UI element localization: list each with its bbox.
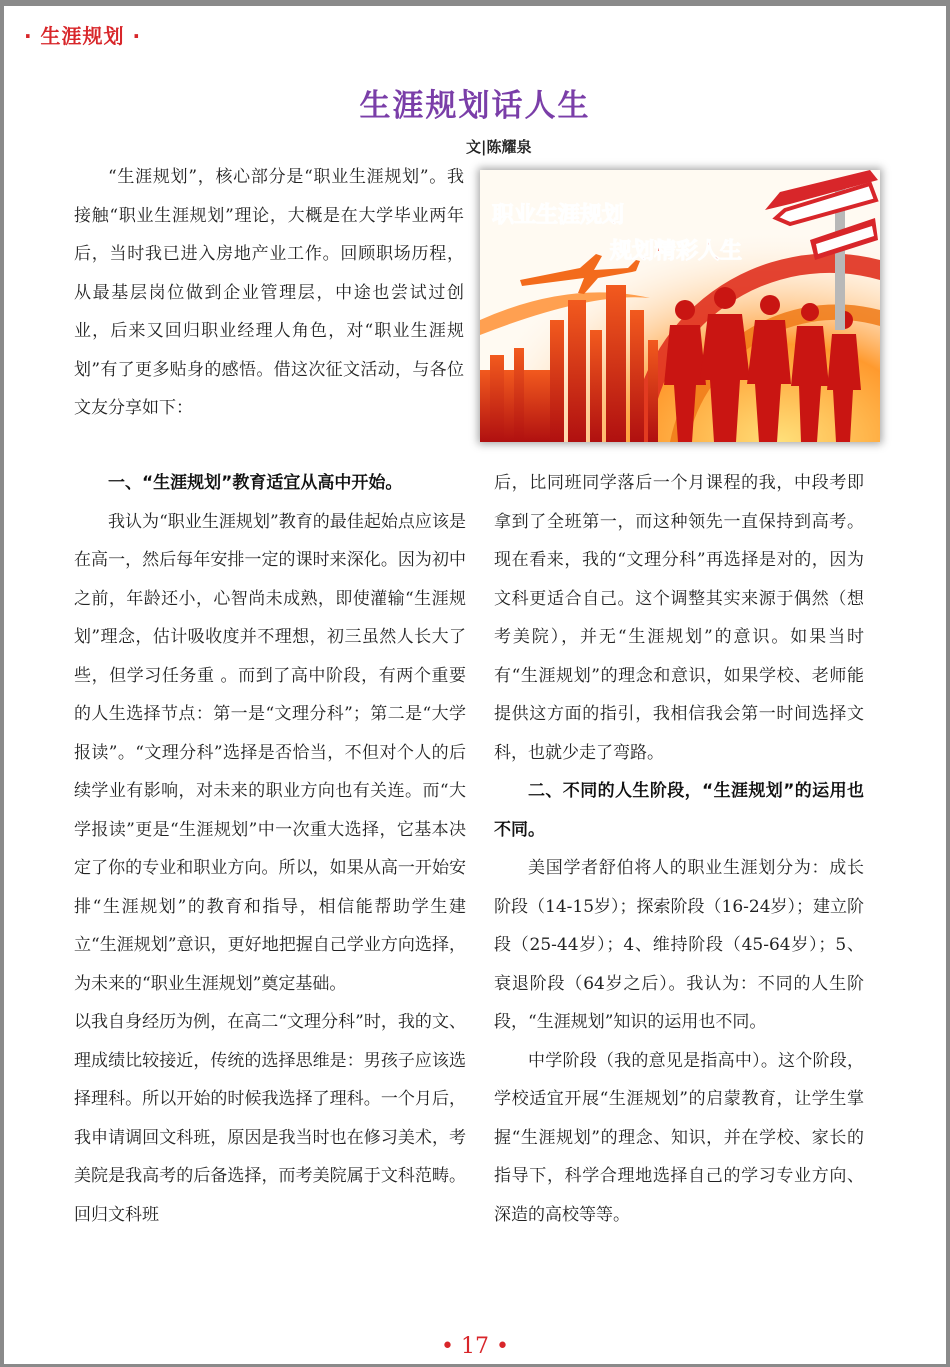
illustration-graphic — [480, 170, 880, 442]
page-number: • 17 • — [441, 1334, 509, 1359]
banner-line-2: 规划精彩人生 — [610, 239, 743, 264]
section-2-paragraph-1: 美国学者舒伯将人的职业生涯划分为：成长阶段（14-15岁）；探索阶段（16-24岁）；建立阶段（25-44岁）；4、维持阶段（45-64岁）；5、衰退阶段（64岁之后）。我认为：不同的人生阶段，“生涯规划”知识的运用也不同。 — [494, 858, 865, 1032]
magazine-page — [4, 6, 946, 1364]
section-2-heading: 二、不同的人生阶段，“生涯规划”的运用也不同。 — [494, 781, 864, 840]
intro-paragraph-block — [74, 158, 464, 428]
banner-line-1: 职业生涯规划 — [492, 203, 625, 228]
section-2-paragraph-2: 中学阶段（我的意见是指高中）。这个阶段，学校适宜开展“生涯规划”的启蒙教育，让学生掌握“生涯规划”的理念、知识，并在学校、家长的指导下，科学合理地选择自己的学习专业方向、深造的高校等等。 — [494, 1050, 864, 1225]
right-column — [494, 464, 864, 1234]
article-byline: 文|陈耀泉 — [466, 138, 532, 156]
intro-paragraph: “生涯规划”，核心部分是“职业生涯规划”。我接触“职业生涯规划”理论，大概是在大学毕业两年后，当时我已进入房地产业工作。回顾职场历程，从最基层岗位做到企业管理层，中途也尝试过创业，后来又回归职业经理人角色，对“职业生涯规划”有了更多贴身的感悟。借这次征文活动，与各位文友分享如下： — [74, 167, 464, 418]
career-planning-illustration — [480, 170, 880, 442]
section-1-paragraph-2: 以我自身经历为例，在高二“文理分科”时，我的文、理成绩比较接近，传统的选择思维是：男孩子应该选择理科。所以开始的时候我选择了理科。一个月后，我申请调回文科班，原因是我当时也在修习美术，考美院是我高考的后备选择，而考美院属于文科范畴。回归文科班 — [74, 1012, 466, 1225]
left-column — [74, 464, 466, 1234]
section-1-paragraph-1: 我认为“职业生涯规划”教育的最佳起始点应该是在高一，然后每年安排一定的课时来深化。因为初中之前，年龄还小，心智尚未成熟，即使灌输“生涯规划”理念，估计吸收度并不理想，初三虽然人长大了些，但学习任务重 。而到了高中阶段，有两个重要的人生选择节点：第一是“文理分科”；第二是“大学报读”。“文理分科”选择是否恰当，不但对个人的后续学业有影响，对未来的职业方向也有关连。而“大学报读”更是“生涯规划”中一次重大选择，它基本决定了你的专业和职业方向。所以，如果从高一开始安排“生涯规划”的教育和指导，相信能帮助学生建立“生涯规划”意识，更好地把握自己学业方向选择，为未来的“职业生涯规划”奠定基础。 — [74, 511, 466, 994]
article-title: 生涯规划话人生 — [359, 88, 591, 124]
section-1-heading: 一、“生涯规划”教育适宜从高中开始。 — [108, 473, 403, 493]
section-1-paragraph-2-continued: 后，比同班同学落后一个月课程的我，中段考即拿到了全班第一，而这种领先一直保持到高考。现在看来，我的“文理分科”再选择是对的，因为文科更适合自己。这个调整其实来源于偶然（想考美院），并无“生涯规划”的意识。如果当时有“生涯规划”的理念和意识，如果学校、老师能提供这方面的指引，我相信我会第一时间选择文科，也就少走了弯路。 — [494, 473, 864, 763]
section-tag: · 生涯规划 · — [24, 24, 142, 48]
